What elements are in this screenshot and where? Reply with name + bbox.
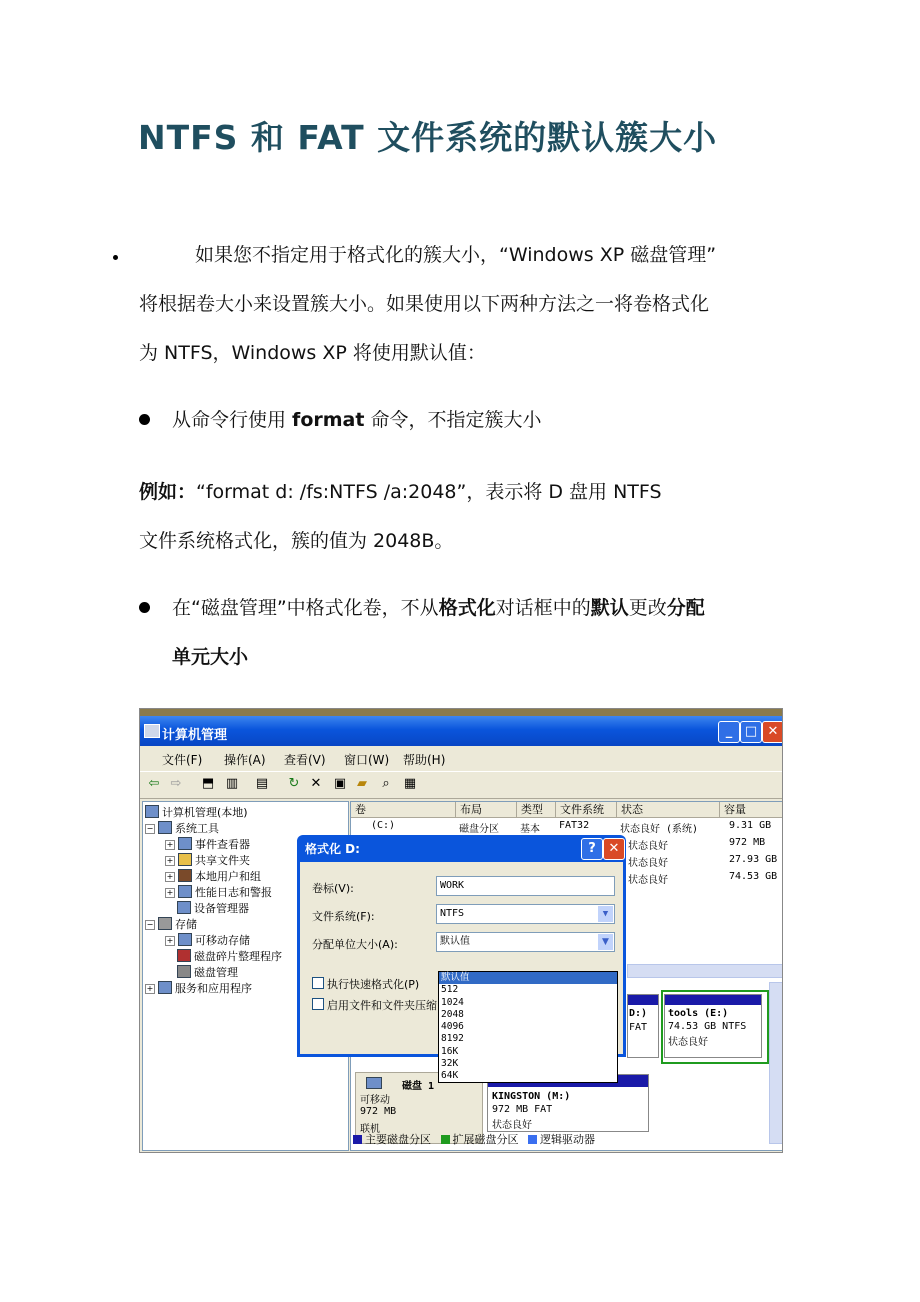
col-filesystem[interactable]: 文件系统 (556, 802, 617, 818)
bullet-2-dot (139, 602, 150, 613)
dialog-title: 格式化 D: (305, 842, 360, 856)
cell-status: 状态良好 (628, 841, 668, 852)
tree-item-removable[interactable]: + 可移动存储 (166, 934, 250, 947)
removable-icon (178, 933, 192, 946)
kingston-size: 972 MB FAT (492, 1104, 553, 1115)
search-icon[interactable]: ⌕ (382, 776, 390, 791)
event-viewer-icon (178, 837, 192, 850)
page-title: NTFS 和 FAT 文件系统的默认簇大小 (138, 118, 718, 157)
cell-fs: FAT32 (559, 820, 590, 831)
chevron-down-icon[interactable]: ▼ (598, 934, 613, 950)
tree-item-storage[interactable]: − 存储 (146, 918, 197, 931)
bullet-1-dot (139, 414, 150, 425)
alloc-size-caption: 分配单位大小(A): (312, 938, 398, 951)
volume-d-fs: FAT (629, 1022, 648, 1033)
tree-item-local-users[interactable]: + 本地用户和组 (166, 870, 261, 883)
cell-status: 状态良好 (系统) (620, 824, 699, 835)
cell-size: 27.93 GB (729, 854, 778, 865)
cell-size: 972 MB (729, 837, 766, 848)
help-icon[interactable]: ▦ (403, 776, 417, 791)
col-layout[interactable]: 布局 (456, 802, 517, 818)
tree-item-device-manager[interactable]: 设备管理器 (177, 900, 249, 916)
kingston-name: KINGSTON (M:) (492, 1091, 571, 1102)
cell-size: 74.53 GB (729, 871, 778, 882)
alloc-option[interactable]: 2048 (441, 1008, 464, 1020)
dialog-help-button[interactable]: ? (581, 838, 603, 860)
cell-status: 状态良好 (628, 875, 668, 886)
intro-line-1: 如果您不指定用于格式化的簇大小，“Windows XP 磁盘管理” (195, 244, 717, 266)
delete-icon[interactable]: ✕ (310, 776, 322, 791)
legend-extended: 扩展磁盘分区 (441, 1133, 519, 1146)
volume-label-caption: 卷标(V): (312, 882, 354, 895)
bullet-2: 在“磁盘管理”中格式化卷，不从格式化对话框中的默认更改分配 (172, 597, 705, 619)
menu-view[interactable]: 查看(V) (284, 753, 326, 767)
filesystem-select[interactable]: NTFS ▼ (436, 904, 615, 924)
storage-icon (158, 917, 172, 930)
up-folder-icon[interactable]: ⬒ (201, 776, 215, 791)
disk1-type: 可移动 (360, 1095, 390, 1106)
col-type[interactable]: 类型 (517, 802, 556, 818)
col-capacity[interactable]: 容量 (720, 802, 783, 818)
horizontal-scrollbar[interactable] (627, 964, 783, 978)
menu-file[interactable]: 文件(F) (162, 753, 203, 767)
settings-icon[interactable]: ▣ (333, 776, 347, 791)
defrag-icon (177, 949, 191, 962)
tree-item-services[interactable]: + 服务和应用程序 (146, 982, 252, 995)
cell-layout: 磁盘分区 (459, 824, 499, 835)
legend-logical: 逻辑驱动器 (528, 1133, 595, 1146)
disk1-name: 磁盘 1 (402, 1081, 435, 1092)
kingston-status: 状态良好 (492, 1120, 532, 1131)
computer-management-screenshot (139, 708, 783, 1153)
tree-item-disk-management[interactable]: 磁盘管理 (177, 964, 238, 980)
services-icon (158, 981, 172, 994)
tree-item-defrag[interactable]: 磁盘碎片整理程序 (177, 948, 282, 964)
alloc-size-dropdown-list (438, 971, 618, 1083)
window-title: 计算机管理 (162, 728, 228, 743)
volume-e-name: tools (E:) (668, 1008, 729, 1019)
users-icon (178, 869, 192, 882)
alloc-option[interactable]: 默认值 (439, 972, 617, 984)
desktop-strip (140, 709, 782, 716)
dialog-close-button[interactable]: ✕ (603, 838, 625, 860)
disk1-state: 联机 (360, 1124, 380, 1135)
example-line-2: 文件系统格式化，簇的值为 2048B。 (139, 530, 454, 552)
volume-label-input[interactable]: WORK (436, 876, 615, 896)
forward-icon[interactable]: ⇨ (170, 776, 182, 791)
back-icon[interactable]: ⇦ (148, 776, 160, 791)
alloc-option[interactable]: 32K (441, 1058, 459, 1070)
format-dialog (297, 835, 626, 1082)
alloc-size-select[interactable]: 默认值 ▼ (436, 932, 615, 952)
bullet-1: 从命令行使用 format 命令，不指定簇大小 (172, 409, 542, 431)
alloc-option[interactable]: 64K (441, 1070, 459, 1082)
tree-item-shared-folders[interactable]: + 共享文件夹 (166, 854, 250, 867)
legend (353, 1131, 595, 1147)
tree-item-perf-logs[interactable]: + 性能日志和警报 (166, 886, 272, 899)
tools-icon (158, 821, 172, 834)
intro-line-3: 为 NTFS，Windows XP 将使用默认值： (139, 342, 486, 364)
folder-icon (178, 853, 192, 866)
col-volume[interactable]: 卷 (351, 802, 456, 818)
menu-action[interactable]: 操作(A) (224, 753, 266, 767)
alloc-option[interactable]: 512 (441, 984, 459, 996)
perf-icon (178, 885, 192, 898)
compress-checkbox[interactable]: 启用文件和文件夹压缩 (312, 997, 437, 1013)
show-tree-icon[interactable]: ▥ (225, 776, 239, 791)
intro-line-2: 将根据卷大小来设置簇大小。如果使用以下两种方法之一将卷格式化 (139, 293, 710, 315)
quick-format-checkbox[interactable]: 执行快速格式化(P) (312, 976, 419, 992)
dialog-body (300, 862, 623, 1082)
device-icon (177, 901, 191, 914)
disk1-size: 972 MB (360, 1106, 397, 1117)
window-titlebar (140, 716, 782, 746)
chevron-down-icon[interactable]: ▼ (598, 906, 613, 922)
alloc-option[interactable]: 8192 (441, 1033, 464, 1045)
menu-window[interactable]: 窗口(W) (344, 753, 390, 767)
volume-e-block[interactable] (664, 994, 762, 1058)
menu-bar (140, 747, 782, 769)
alloc-option[interactable]: 16K (441, 1045, 459, 1057)
maximize-button[interactable]: □ (740, 721, 762, 743)
disk-icon (177, 965, 191, 978)
bullet-2-line-2: 单元大小 (172, 646, 249, 668)
cell-size: 9.31 GB (729, 820, 772, 831)
cell-type: 基本 (520, 824, 540, 835)
close-button[interactable]: ✕ (762, 721, 783, 743)
alloc-option[interactable]: 4096 (441, 1021, 464, 1033)
open-icon[interactable]: ▰ (357, 776, 367, 791)
alloc-option[interactable]: 1024 (441, 996, 464, 1008)
volume-e-status: 状态良好 (668, 1037, 708, 1048)
col-status[interactable]: 状态 (617, 802, 720, 818)
volume-d-label: D:) (629, 1008, 648, 1019)
tree-item-system-tools[interactable]: − 系统工具 (146, 822, 219, 835)
properties-icon[interactable]: ▤ (255, 776, 269, 791)
toolbar (140, 771, 782, 799)
app-icon (144, 724, 160, 738)
tree-item-root[interactable]: 计算机管理(本地) (145, 804, 248, 820)
volume-e-size: 74.53 GB NTFS (668, 1021, 747, 1032)
tree-item-event-viewer[interactable]: + 事件查看器 (166, 838, 250, 851)
example-line-1: 例如：“format d: /fs:NTFS /a:2048”，表示将 D 盘用 NTFS (139, 481, 662, 503)
cell-volume: (C:) (371, 820, 396, 831)
minimize-button[interactable]: _ (718, 721, 740, 743)
volume-d-block[interactable] (627, 994, 659, 1058)
computer-icon (145, 805, 159, 818)
menu-help[interactable]: 帮助(H) (403, 753, 446, 767)
vertical-scrollbar[interactable] (769, 982, 783, 1144)
legend-primary: 主要磁盘分区 (353, 1133, 431, 1146)
filesystem-caption: 文件系统(F): (312, 910, 375, 923)
cell-status: 状态良好 (628, 858, 668, 869)
removable-disk-icon (366, 1077, 382, 1089)
refresh-icon[interactable]: ↻ (288, 776, 300, 791)
bullet-dot (113, 255, 118, 260)
